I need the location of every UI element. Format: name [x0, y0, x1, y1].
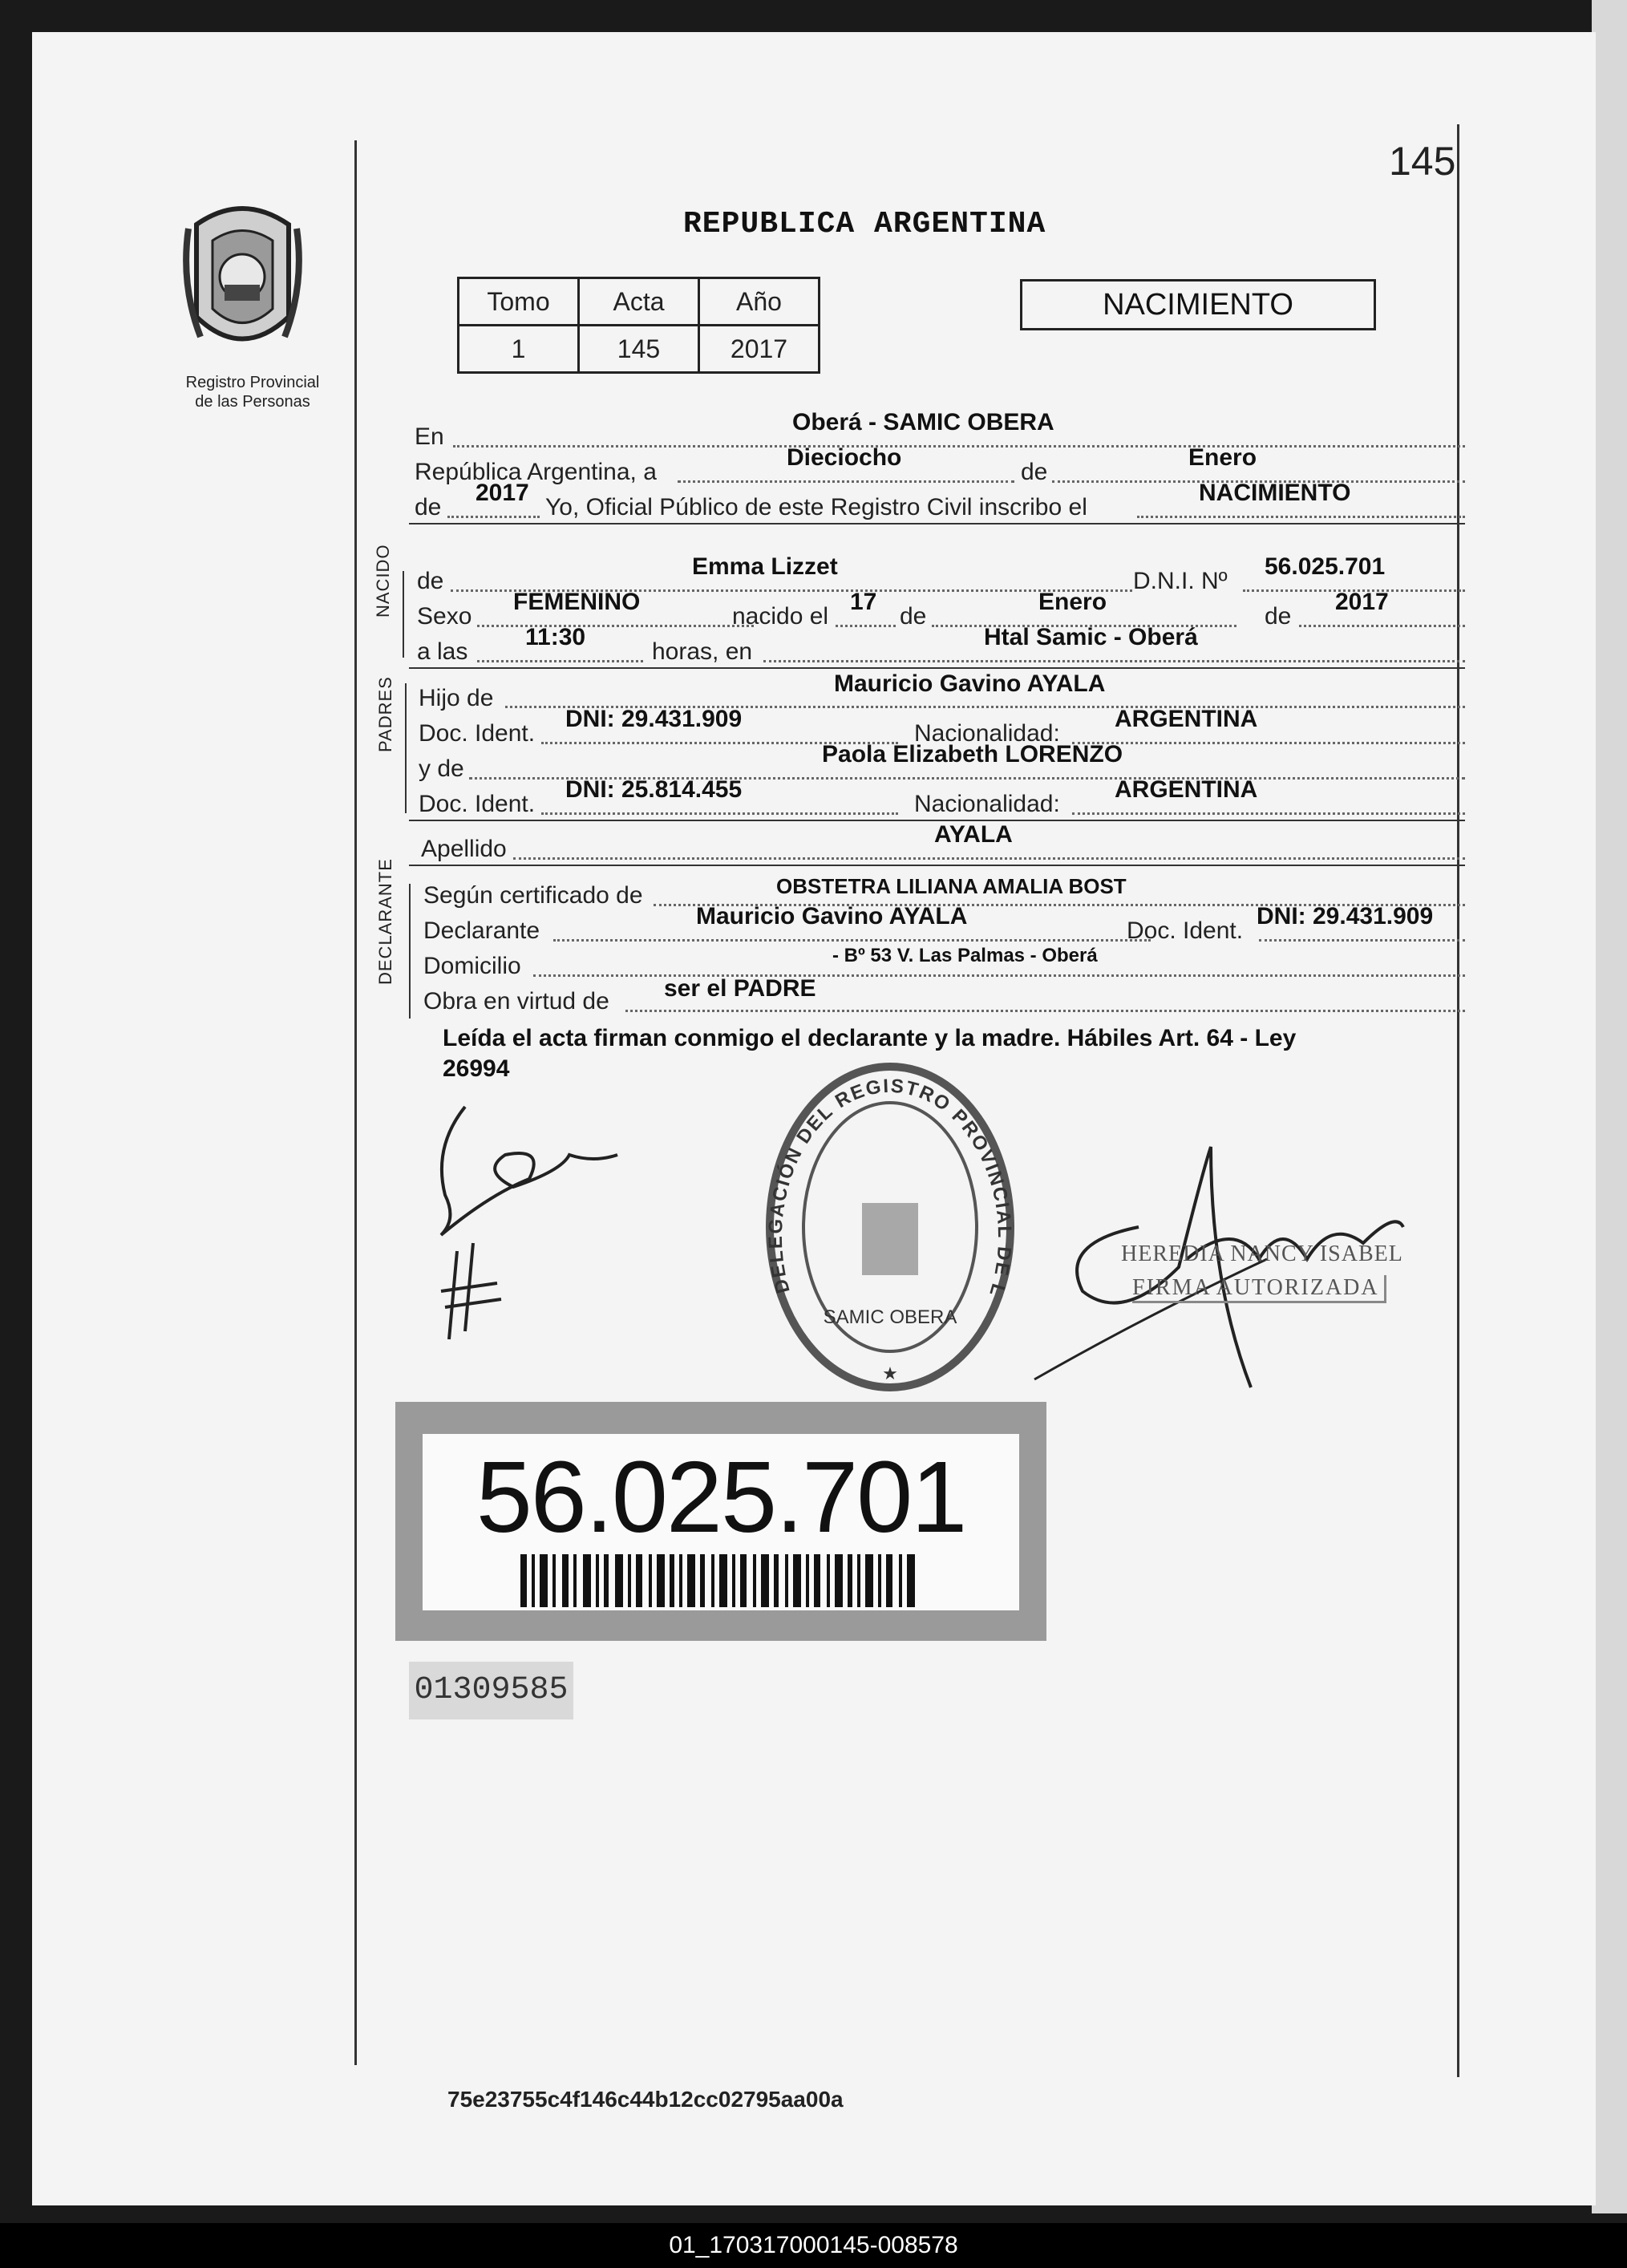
- label-doc-ident-3: Doc. Ident.: [1127, 917, 1244, 944]
- official-stamp-name: HEREDIA NANCY ISABEL: [1121, 1241, 1403, 1266]
- dotted-line: [1072, 742, 1465, 744]
- barcode-number: 56.025.701: [476, 1440, 966, 1553]
- dotted-line: [553, 939, 1151, 942]
- barcode-icon: [520, 1554, 921, 1607]
- value-domicilio: - Bº 53 V. Las Palmas - Oberá: [832, 945, 1098, 966]
- dotted-line: [625, 1010, 1465, 1012]
- label-apellido: Apellido: [421, 836, 507, 862]
- section-divider: [409, 865, 1465, 866]
- label-nacido-el: nacido el: [732, 603, 829, 630]
- value-madre-dni: DNI: 25.814.455: [565, 776, 743, 803]
- dotted-line: [678, 480, 1014, 483]
- province-logo: [180, 196, 305, 361]
- table-header-acta: Acta: [579, 278, 699, 326]
- table-header-tomo: Tomo: [459, 278, 579, 326]
- value-nac-dia: 17: [850, 589, 877, 615]
- label-obra: Obra en virtud de: [423, 988, 609, 1015]
- label-de-year: de: [415, 494, 442, 520]
- left-margin-line: [354, 140, 357, 2065]
- value-padre-dni: DNI: 29.431.909: [565, 706, 743, 732]
- section-label-declarante: DECLARANTE: [375, 858, 395, 985]
- document-title: REPUBLICA ARGENTINA: [683, 207, 1046, 241]
- svg-text:★: ★: [882, 1363, 898, 1383]
- label-horas-en: horas, en: [652, 638, 753, 665]
- label-doc-ident-2: Doc. Ident.: [419, 791, 536, 817]
- footer-file-id: 01_170317000145-008578: [0, 2223, 1627, 2268]
- dotted-line: [1259, 939, 1465, 942]
- province-shield-icon: [180, 196, 305, 361]
- value-declarante-dni: DNI: 29.431.909: [1257, 903, 1434, 929]
- document-hash: 75e23755c4f146c44b12cc02795aa00a: [447, 2087, 844, 2112]
- section-label-padres: PADRES: [375, 676, 395, 752]
- label-de-mes: de: [900, 603, 927, 630]
- value-nac-mes: Enero: [1038, 589, 1107, 615]
- label-nacionalidad-2: Nacionalidad:: [914, 791, 1060, 817]
- dotted-line: [513, 857, 1465, 860]
- value-madre-nac: ARGENTINA: [1115, 776, 1258, 803]
- label-sexo: Sexo: [417, 603, 472, 630]
- value-lugar-nac: Htal Samic - Oberá: [984, 624, 1198, 650]
- barcode-label: [423, 1434, 1019, 1610]
- label-domicilio: Domicilio: [423, 953, 521, 979]
- dotted-line: [1137, 516, 1465, 518]
- value-padre-nac: ARGENTINA: [1115, 706, 1258, 732]
- label-de-anio: de: [1265, 603, 1292, 630]
- value-tipo: NACIMIENTO: [1199, 480, 1351, 506]
- stamp-inner-text: SAMIC OBERA: [823, 1306, 957, 1328]
- label-declarante: Declarante: [423, 917, 540, 944]
- dotted-line: [477, 625, 754, 627]
- page-number: 145: [1389, 139, 1456, 184]
- logo-caption: [160, 373, 345, 411]
- table-cell-anio: 2017: [699, 326, 820, 373]
- serial-number: 01309585: [409, 1662, 573, 1719]
- section-bracket: [409, 884, 411, 1019]
- value-madre: Paola Elizabeth LORENZO: [822, 741, 1123, 767]
- label-de: de: [1021, 459, 1048, 485]
- label-de-nombre: de: [417, 568, 444, 594]
- page-edge-shadow: [1592, 0, 1627, 2213]
- dotted-line: [763, 660, 1465, 662]
- value-apellido: AYALA: [934, 821, 1013, 848]
- value-padre: Mauricio Gavino AYALA: [834, 670, 1106, 697]
- value-lugar: Oberá - SAMIC OBERA: [792, 409, 1054, 435]
- label-nacionalidad-1: Nacionalidad:: [914, 720, 1060, 747]
- section-label-nacido: NACIDO: [373, 544, 393, 618]
- table-cell-tomo: 1: [459, 326, 579, 373]
- table-cell-acta: 145: [579, 326, 699, 373]
- dotted-line: [477, 660, 643, 662]
- value-anio: 2017: [476, 480, 529, 506]
- barcode-sticker: [395, 1402, 1046, 1641]
- section-bracket: [403, 571, 404, 658]
- value-dia: Dieciocho: [787, 444, 902, 471]
- declarant-signature: [409, 1099, 650, 1371]
- act-type-box: NACIMIENTO: [1020, 279, 1376, 330]
- dotted-line: [836, 625, 896, 627]
- dotted-line: [541, 812, 898, 815]
- logo-caption-line2: de las Personas: [195, 393, 310, 411]
- value-declarante: Mauricio Gavino AYALA: [696, 903, 968, 929]
- label-doc-ident-1: Doc. Ident.: [419, 720, 536, 747]
- label-a-las: a las: [417, 638, 468, 665]
- value-obra: ser el PADRE: [664, 975, 816, 1002]
- label-en: En: [415, 423, 444, 450]
- label-y-de: y de: [419, 755, 464, 782]
- section-divider: [409, 523, 1465, 524]
- legal-text-line2: 26994: [443, 1055, 510, 1082]
- logo-caption-line1: Registro Provincial: [185, 374, 320, 391]
- section-bracket: [405, 683, 407, 813]
- value-dni: 56.025.701: [1265, 553, 1386, 580]
- label-hijo-de: Hijo de: [419, 685, 494, 711]
- value-mes: Enero: [1188, 444, 1257, 471]
- legal-text-line1: Leída el acta firman conmigo el declarante y la madre. Hábiles Art. 64 - Ley: [443, 1025, 1297, 1051]
- label-dni: D.N.I. Nº: [1133, 568, 1228, 594]
- label-republica: República Argentina, a: [415, 459, 657, 485]
- value-nac-anio: 2017: [1335, 589, 1389, 615]
- registry-table: [457, 277, 820, 374]
- dotted-line: [453, 445, 1465, 448]
- stamp-outer-text: DELEGACIÓN DEL REGISTRO PROVINCIAL DE L: [764, 1075, 1016, 1300]
- official-stamp-title: FIRMA AUTORIZADA: [1132, 1275, 1386, 1303]
- dotted-line: [1072, 812, 1465, 815]
- section-divider: [409, 667, 1465, 669]
- dotted-line: [1299, 625, 1465, 627]
- registry-seal-stamp: [758, 1051, 1022, 1403]
- dotted-line: [447, 516, 540, 518]
- value-certificado: OBSTETRA LILIANA AMALIA BOST: [776, 874, 1127, 898]
- value-hora: 11:30: [525, 624, 586, 650]
- certificate-sheet: [32, 32, 1596, 2205]
- table-header-anio: Año: [699, 278, 820, 326]
- value-sexo: FEMENINO: [513, 589, 641, 615]
- label-yo-oficial: Yo, Oficial Público de este Registro Civil inscribo el: [545, 494, 1087, 520]
- label-segun-cert: Según certificado de: [423, 882, 643, 909]
- right-margin-line: [1457, 124, 1459, 2077]
- value-nombre: Emma Lizzet: [692, 553, 838, 580]
